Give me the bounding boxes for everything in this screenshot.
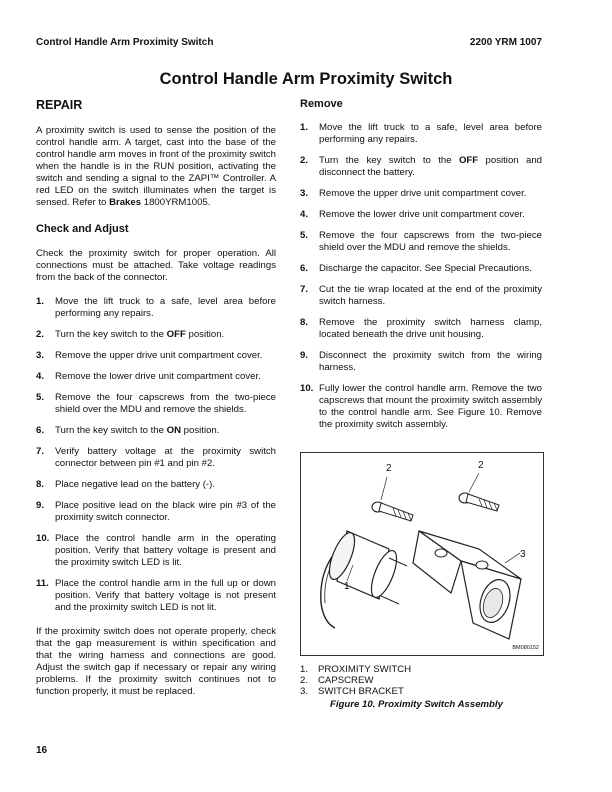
callout-proximity-switch: 1 [344, 581, 350, 592]
check-step: 5. Remove the four capscrews from the two-piece shield over the MDU and remove the shields. [36, 392, 276, 415]
check-adjust-heading: Check and Adjust [36, 223, 129, 235]
remove-step: 3. Remove the upper drive unit compartment cover. [300, 188, 527, 199]
legend-item: 2. CAPSCREW [300, 675, 374, 686]
proximity-switch-body [324, 529, 407, 604]
figure-code: BM080152 [512, 645, 539, 651]
remove-step: 5. Remove the four capscrews from the two-piece shield over the MDU and remove the shields. [300, 230, 542, 253]
callout-capscrew-right: 2 [478, 460, 484, 471]
check-step: 2. Turn the key switch to the OFF position. [36, 329, 225, 340]
remove-step: 10. Fully lower the control handle arm. Remove the two capscrews that mount the proximity switch assembly to the control handle arm. See Figure 10. Remove the proximity switch assembly. [300, 383, 542, 430]
check-step: 1. Move the lift truck to a safe, level area before performing any repairs. [36, 296, 276, 319]
remove-step: 6. Discharge the capacitor. See Special Precautions. [300, 263, 532, 274]
remove-step: 7. Cut the tie wrap located at the end of the proximity switch harness. [300, 284, 542, 307]
page-title: Control Handle Arm Proximity Switch [159, 70, 453, 88]
figure-legend [300, 664, 411, 697]
switch-bracket [413, 531, 521, 639]
repair-heading: REPAIR [36, 98, 83, 112]
right-column [300, 98, 542, 440]
remove-heading: Remove [300, 98, 343, 110]
check-step: 9. Place positive lead on the black wire pin #3 of the proximity switch connector. [36, 500, 276, 523]
check-step: 10. Place the control handle arm in the operating position. Verify that battery voltage is present and the proximity switch LED is lit. [36, 533, 276, 568]
running-header-title: Control Handle Arm Proximity Switch [36, 37, 214, 48]
remove-step: 8. Remove the proximity switch harness clamp, located beneath the drive unit housing. [300, 317, 542, 340]
remove-step: 1. Move the lift truck to a safe, level area before performing any repairs. [300, 122, 542, 145]
remove-steps [300, 122, 542, 431]
remove-step: 9. Disconnect the proximity switch from the wiring harness. [300, 350, 542, 373]
callout-switch-bracket: 3 [520, 549, 526, 560]
remove-step: 2. Turn the key switch to the OFF position and disconnect the battery. [300, 155, 543, 178]
check-step: 7. Verify battery voltage at the proximity switch connector between pin #1 and pin #2. [36, 446, 276, 469]
legend-item: 1. PROXIMITY SWITCH [300, 664, 412, 675]
capscrew-right [459, 493, 499, 511]
check-adjust-closing: If the proximity switch does not operate properly, check that the gap measurement is within specification and that the wiring harness and connections are good. Adjust the switch gap if necessary or repair any wiring problems. If the proximity switch continues not to function properly, it must be replaced. [36, 626, 276, 697]
check-adjust-intro: Check the proximity switch for proper operation. All connections must be attached. Take voltage readings from the back of the connector. [36, 248, 276, 283]
check-step: 8. Place negative lead on the battery (-). [36, 479, 215, 490]
check-step: 4. Remove the lower drive unit compartment cover. [36, 371, 261, 382]
legend-item: 3. SWITCH BRACKET [300, 686, 404, 697]
callout-capscrew-left: 2 [386, 463, 392, 474]
check-step: 3. Remove the upper drive unit compartment cover. [36, 350, 263, 361]
capscrew-left [372, 502, 413, 521]
left-column [36, 98, 276, 698]
check-adjust-steps [36, 296, 276, 614]
running-header-doc-number: 2200 YRM 1007 [469, 37, 542, 48]
proximity-switch-assembly-drawing [301, 453, 543, 655]
figure-caption: Figure 10. Proximity Switch Assembly [330, 699, 503, 710]
repair-intro: A proximity switch is used to sense the position of the control handle arm. A target, cast into the base of the control handle arm moves in front of the proximity switch when the handle is in the RUN position, activating the switch and sending a signal to the ZAPI™ Controller. A red LED on the switch illuminates when the target is sensed. Refer to Brakes 1800YRM1005. [36, 125, 276, 208]
page-number: 16 [36, 745, 48, 756]
figure-10-box [300, 452, 544, 656]
remove-step: 4. Remove the lower drive unit compartment cover. [300, 209, 525, 220]
check-step: 11. Place the control handle arm in the full up or down position. Verify that battery voltage is not present and the proximity switch LED is not lit. [36, 578, 276, 613]
check-step: 6. Turn the key switch to the ON position. [36, 425, 220, 436]
